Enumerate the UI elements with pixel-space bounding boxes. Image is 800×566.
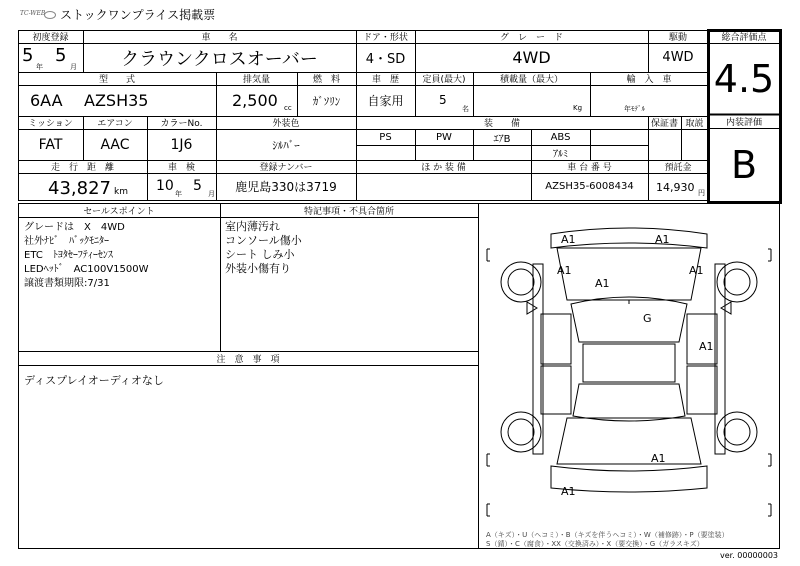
unit-import-model-year: 年ﾓﾃﾞﾙ xyxy=(624,105,645,113)
unit-year: 年 xyxy=(36,63,43,71)
unit-yen: 円 xyxy=(698,189,705,197)
label-first-registration: 初度登録 xyxy=(32,33,69,43)
label-import: 輸 入 車 xyxy=(626,75,672,85)
fuel: ｶﾞｿﾘﾝ xyxy=(312,94,341,108)
aircon: AAC xyxy=(100,136,130,153)
damage-mark: A1 xyxy=(699,340,714,353)
unit-kg: Kg xyxy=(573,104,583,112)
label-door-type: ドア・形状 xyxy=(363,33,408,43)
label-manual: 取説 xyxy=(685,119,704,129)
version-label: ver. 00000003 xyxy=(719,551,778,560)
label-aircon: エアコン xyxy=(97,119,133,129)
unit-month: 月 xyxy=(208,190,215,198)
label-displacement: 排気量 xyxy=(242,75,270,85)
equipment-item: ABS xyxy=(550,131,571,143)
damage-legend-line-2: S（錆）・C（腐食）・XX（交換済み）・X（要交換）・G（ガラスキズ） xyxy=(486,540,704,548)
displacement: 2,500 xyxy=(232,91,278,110)
tc-web-logo: TC-WEB xyxy=(20,10,46,17)
damage-mark: A1 xyxy=(651,452,666,465)
label-other-equipment: ほ か 装 備 xyxy=(421,163,466,173)
remarks-list xyxy=(225,220,302,276)
door-type: 4・SD xyxy=(365,52,406,67)
inspection-year: 10 xyxy=(156,178,174,194)
list-item: グレードは X 4WD xyxy=(24,222,125,233)
list-item: 社外ﾅﾋﾞ ﾊﾞｯｸﾓﾆﾀｰ xyxy=(24,236,109,247)
damage-mark: A1 xyxy=(689,264,704,277)
equipment-item: ｱﾙﾐ xyxy=(553,149,568,160)
capacity: 5 xyxy=(439,93,447,107)
label-equipment: 装 備 xyxy=(483,119,520,129)
label-color-no: カラーNo. xyxy=(160,119,203,129)
license-plate: 鹿児島330は3719 xyxy=(235,180,337,194)
label-interior-evaluation: 内装評価 xyxy=(725,118,762,128)
car-damage-diagram xyxy=(479,204,779,548)
label-grade: グ レ ー ド xyxy=(499,33,563,43)
exterior-color: ｼﾙﾊﾞｰ xyxy=(272,138,300,152)
damage-mark: A1 xyxy=(557,264,572,277)
label-category: 車 歴 xyxy=(371,75,399,85)
label-remarks: 特記事項・不具合箇所 xyxy=(303,206,394,217)
unit-month: 月 xyxy=(70,63,77,71)
label-car-name: 車 名 xyxy=(201,33,238,43)
list-item: 譲渡書類期限:7/31 xyxy=(24,278,110,289)
list-item: 室内薄汚れ xyxy=(225,220,280,233)
list-item: 外装小傷有り xyxy=(225,262,291,275)
label-chassis-number: 車 台 番 号 xyxy=(567,163,612,173)
equipment-item: ｴｱB xyxy=(493,133,511,145)
label-sales-points: セールスポイント xyxy=(83,206,155,217)
label-capacity: 定員(最大) xyxy=(422,75,466,85)
damage-legend-line-1: A（キズ）・U（ヘコミ）・B（キズを伴うヘコミ）・W（補修跡）・P（要塗装） xyxy=(486,531,729,539)
damage-mark: A1 xyxy=(595,277,610,290)
list-item: ETC ﾄﾖﾀｾｰﾌﾃｨｰｾﾝｽ xyxy=(24,250,113,261)
equipment-item: PW xyxy=(436,131,452,143)
interior-score: B xyxy=(730,143,758,187)
unit-persons: 名 xyxy=(462,105,469,113)
equipment-item: PS xyxy=(379,131,392,143)
page-title: ストックワンプライス掲載票 xyxy=(60,8,216,22)
list-item: シート しみ小 xyxy=(225,248,295,261)
unit-year: 年 xyxy=(175,190,182,198)
label-deposit: 預託金 xyxy=(664,163,692,173)
damage-mark: G xyxy=(643,312,652,325)
total-score: 4.5 xyxy=(713,57,775,101)
unit-cc: cc xyxy=(284,104,292,112)
category: 自家用 xyxy=(367,94,404,108)
damage-mark: A1 xyxy=(561,233,576,246)
chassis-number: AZSH35-6008434 xyxy=(545,181,634,192)
label-load-capacity: 積載量（最大） xyxy=(499,75,563,85)
sales-points-list xyxy=(24,221,149,291)
damage-mark: A1 xyxy=(561,485,576,498)
label-fuel: 燃 料 xyxy=(312,75,340,85)
label-cautions: 注 意 事 項 xyxy=(216,354,280,365)
label-warranty: 保証書 xyxy=(650,119,678,129)
label-plate: 登録ナンバー xyxy=(259,163,313,173)
model-code: AZSH35 xyxy=(84,91,149,110)
label-total-evaluation: 総合評価点 xyxy=(721,33,767,43)
label-exterior-color: 外装色 xyxy=(272,119,300,129)
drive: 4WD xyxy=(662,50,694,65)
damage-mark: A1 xyxy=(655,233,670,246)
label-model: 型 式 xyxy=(98,75,135,85)
mileage: 43,827 xyxy=(48,178,111,199)
inspection-month: 5 xyxy=(193,178,202,194)
color-no: 1J6 xyxy=(170,136,193,153)
grade: 4WD xyxy=(512,48,551,67)
mission: FAT xyxy=(38,136,63,153)
logo-mark-icon xyxy=(44,11,56,19)
caution-item: ディスプレイオーディオなし xyxy=(24,374,164,387)
deposit: 14,930 xyxy=(656,181,695,194)
label-drive: 駆動 xyxy=(668,33,687,43)
car-name: クラウンクロスオーバー xyxy=(121,48,318,70)
first-reg-year: 5 xyxy=(22,45,34,66)
list-item: LEDﾍｯﾄﾞ AC100V1500W xyxy=(24,264,149,275)
first-reg-month: 5 xyxy=(55,45,67,66)
list-item: コンソール傷小 xyxy=(225,234,302,247)
unit-km: km xyxy=(114,187,128,197)
label-mileage: 走 行 距 離 xyxy=(50,163,114,173)
label-inspection: 車 検 xyxy=(167,163,195,173)
label-mission: ミッション xyxy=(28,119,73,129)
model-prefix: 6AA xyxy=(30,91,63,110)
